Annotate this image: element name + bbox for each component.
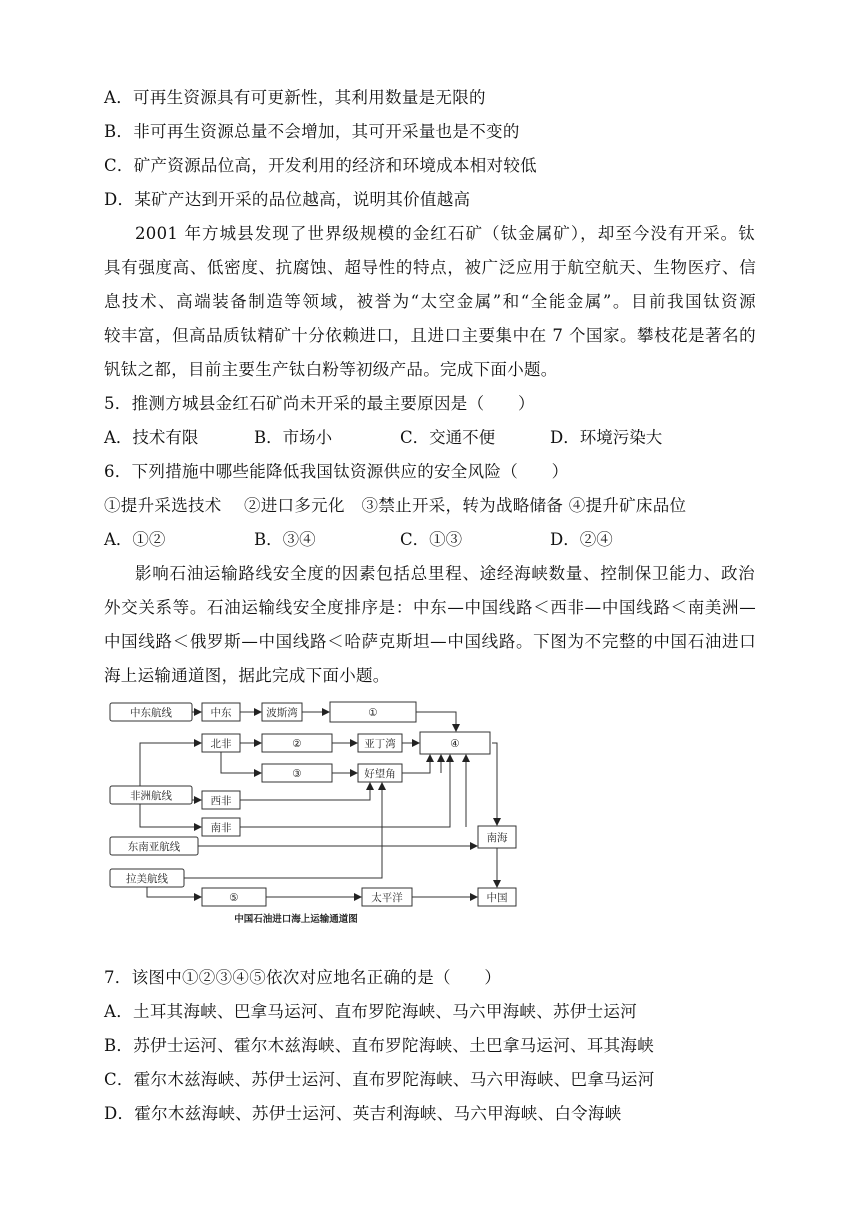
label-southeast-asia-route: 东南亚航线 bbox=[127, 841, 181, 853]
label-n4: ④ bbox=[450, 738, 460, 750]
oil-route-diagram-svg bbox=[104, 690, 534, 935]
q6-option-c: C．①③ bbox=[400, 530, 463, 549]
diagram-caption: 中国石油进口海上运输通道图 bbox=[234, 914, 358, 925]
passage2-line-4: 海上运输通道图，据此完成下面小题。 bbox=[104, 666, 390, 685]
label-africa-route: 非洲航线 bbox=[130, 790, 172, 802]
label-south-africa: 南非 bbox=[210, 822, 232, 834]
q4-option-a: A．可再生资源具有可更新性，其利用数量是无限的 bbox=[104, 88, 486, 107]
label-north-africa: 北非 bbox=[210, 738, 232, 750]
label-n3: ③ bbox=[292, 768, 302, 780]
label-south-china-sea: 南海 bbox=[486, 832, 508, 844]
label-cape-of-good-hope: 好望角 bbox=[364, 768, 396, 780]
label-middle-east: 中东 bbox=[210, 707, 232, 719]
passage1-line-2: 具有强度高、低密度、抗腐蚀、超导性的特点，被广泛应用于航空航天、生物医疗、信 bbox=[104, 258, 756, 277]
q4-option-d: D．某矿产达到开采的品位越高，说明其价值越高 bbox=[104, 190, 471, 209]
label-persian-gulf: 波斯湾 bbox=[266, 707, 298, 719]
passage1-line-3: 息技术、高端装备制造等领域，被誉为“太空金属”和“全能金属”。目前我国钛资源 bbox=[104, 292, 756, 311]
label-n2: ② bbox=[292, 738, 302, 750]
label-gulf-of-aden: 亚丁湾 bbox=[364, 738, 396, 750]
q5-option-d: D．环境污染大 bbox=[550, 428, 663, 447]
q6-option-d: D．②④ bbox=[550, 530, 613, 549]
q4-option-c: C．矿产资源品位高，开发利用的经济和环境成本相对较低 bbox=[104, 156, 537, 175]
q6-options bbox=[104, 526, 613, 550]
q5-option-c: C．交通不便 bbox=[400, 428, 496, 447]
passage2-line-2: 外交关系等。石油运输线安全度排序是：中东—中国线路＜西非—中国线路＜南美洲— bbox=[104, 598, 756, 617]
q5-options bbox=[104, 424, 662, 448]
label-n1: ① bbox=[368, 707, 378, 719]
q7-option-a: A．土耳其海峡、巴拿马运河、直布罗陀海峡、马六甲海峡、苏伊士运河 bbox=[104, 1002, 638, 1021]
q6-option-a: A．①② bbox=[104, 530, 166, 549]
label-latin-america-route: 拉美航线 bbox=[126, 873, 168, 885]
passage2-line-3: 中国线路＜俄罗斯—中国线路＜哈萨克斯坦—中国线路。下图为不完整的中国石油进口 bbox=[104, 632, 756, 651]
passage1-line-4: 较丰富，但高品质钛精矿十分依赖进口，且进口主要集中在 7 个国家。攀枝花是著名的 bbox=[104, 326, 756, 345]
passage2-line-1: 影响石油运输路线安全度的因素包括总里程、途经海峡数量、控制保卫能力、政治 bbox=[135, 564, 755, 583]
label-china: 中国 bbox=[486, 892, 508, 904]
q5-stem: 5．推测方城县金红石矿尚未开采的最主要原因是（ ） bbox=[104, 394, 535, 413]
q7-option-c: C．霍尔木兹海峡、苏伊士运河、直布罗陀海峡、马六甲海峡、巴拿马运河 bbox=[104, 1070, 655, 1089]
q7-stem: 7．该图中①②③④⑤依次对应地名正确的是（ ） bbox=[104, 968, 502, 987]
q7-option-d: D．霍尔木兹海峡、苏伊士运河、英吉利海峡、马六甲海峡、白令海峡 bbox=[104, 1104, 622, 1123]
label-west-africa: 西非 bbox=[210, 795, 232, 807]
q4-option-b: B．非可再生资源总量不会增加，其可开采量也是不变的 bbox=[104, 122, 520, 141]
q5-option-a: A．技术有限 bbox=[104, 428, 199, 447]
label-middle-east-route: 中东航线 bbox=[130, 707, 172, 719]
q5-option-b: B．市场小 bbox=[254, 428, 333, 447]
label-n5: ⑤ bbox=[229, 892, 239, 904]
oil-route-diagram bbox=[104, 690, 534, 935]
label-pacific: 太平洋 bbox=[371, 892, 403, 904]
passage1-line-5: 钒钛之都，目前主要生产钛白粉等初级产品。完成下面小题。 bbox=[104, 360, 558, 379]
q6-option-b: B．③④ bbox=[254, 530, 316, 549]
passage1-line-1: 2001 年方城县发现了世界级规模的金红石矿（钛金属矿），却至今没有开采。钛 bbox=[135, 224, 755, 243]
q7-option-b: B．苏伊士运河、霍尔木兹海峡、直布罗陀海峡、土巴拿马运河、耳其海峡 bbox=[104, 1036, 655, 1055]
q6-measures: ①提升采选技术 ②进口多元化 ③禁止开采，转为战略储备 ④提升矿床品位 bbox=[104, 496, 687, 515]
q6-stem: 6．下列措施中哪些能降低我国钛资源供应的安全风险（ ） bbox=[104, 462, 569, 481]
